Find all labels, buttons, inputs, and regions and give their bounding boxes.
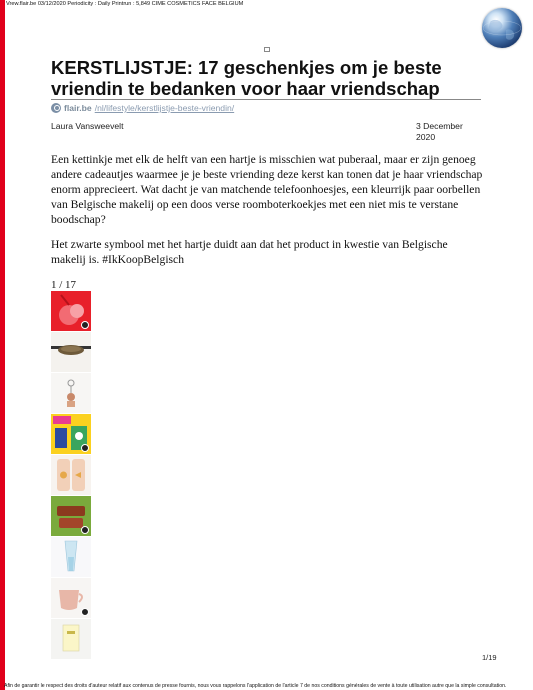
gallery-thumbnail[interactable] — [51, 537, 91, 577]
gallery-thumbnail[interactable] — [51, 619, 91, 659]
left-accent-bar — [0, 0, 5, 690]
copyright-disclaimer: Afin de garantir le respect des droits d'auteur relatif aux contenus de presse fournis, nous vous rappelons l'application de l'article 7 de nos conditions générales de vente à toute utilisation autre que la simple consultation. — [4, 683, 507, 689]
gallery-thumbnails — [51, 291, 92, 660]
page-number: 1/19 — [482, 653, 497, 662]
gallery-thumbnail[interactable] — [51, 578, 91, 618]
author-name: Laura Vansweevelt — [51, 121, 124, 131]
source-link[interactable] — [51, 102, 234, 114]
gallery-thumbnail[interactable] — [51, 496, 91, 536]
link-icon — [51, 103, 61, 113]
belgian-made-icon — [81, 608, 89, 616]
article-title: KERSTLIJSTJE: 17 geschenkjes om je beste vriendin te bedanken voor haar vriendschap — [51, 57, 442, 99]
globe-logo-icon — [482, 8, 522, 48]
gallery-thumbnail[interactable] — [51, 373, 91, 413]
article-paragraph: Een kettinkje met elk de helft van een hartje is misschien wat puberaal, maar er zijn genoeg andere cadeautjes waarmee je je beste vriending deze kerst kan tonen dat je haar vriendschap enorm apprecieert. Wat dacht je van matchende telefoonhoesjes, een kleurrijk paar oorbellen van Belgische makelij op een doos verse roomboterkoekjes met een niet mis te verstane boodschap? — [51, 153, 483, 226]
article-paragraph: Het zwarte symbool met het hartje duidt aan dat het product in kwestie van Belgische makelij is. #IkKoopBelgisch — [51, 238, 448, 266]
gallery-thumbnail[interactable] — [51, 414, 91, 454]
source-path[interactable]: /nl/lifestyle/kerstlijstje-beste-vriendin/ — [94, 103, 235, 113]
gallery-thumbnail[interactable] — [51, 291, 91, 331]
belgian-made-icon — [81, 444, 89, 452]
belgian-made-icon — [81, 526, 89, 534]
gallery-thumbnail[interactable] — [51, 455, 91, 495]
small-marker-icon — [264, 47, 270, 52]
title-divider — [51, 99, 481, 100]
source-domain[interactable]: flair.be — [64, 103, 92, 113]
belgian-made-icon — [81, 321, 89, 329]
publish-date: 3 December 2020 — [416, 121, 463, 142]
print-metadata: Vrew.flair.be 03/12/2020 Periodicity : Daily Printrun : 5,849 CIME COSMETICS FACE BELGIUM — [6, 1, 244, 7]
gallery-counter: 1 / 17 — [51, 279, 77, 291]
gallery-thumbnail[interactable] — [51, 332, 91, 372]
